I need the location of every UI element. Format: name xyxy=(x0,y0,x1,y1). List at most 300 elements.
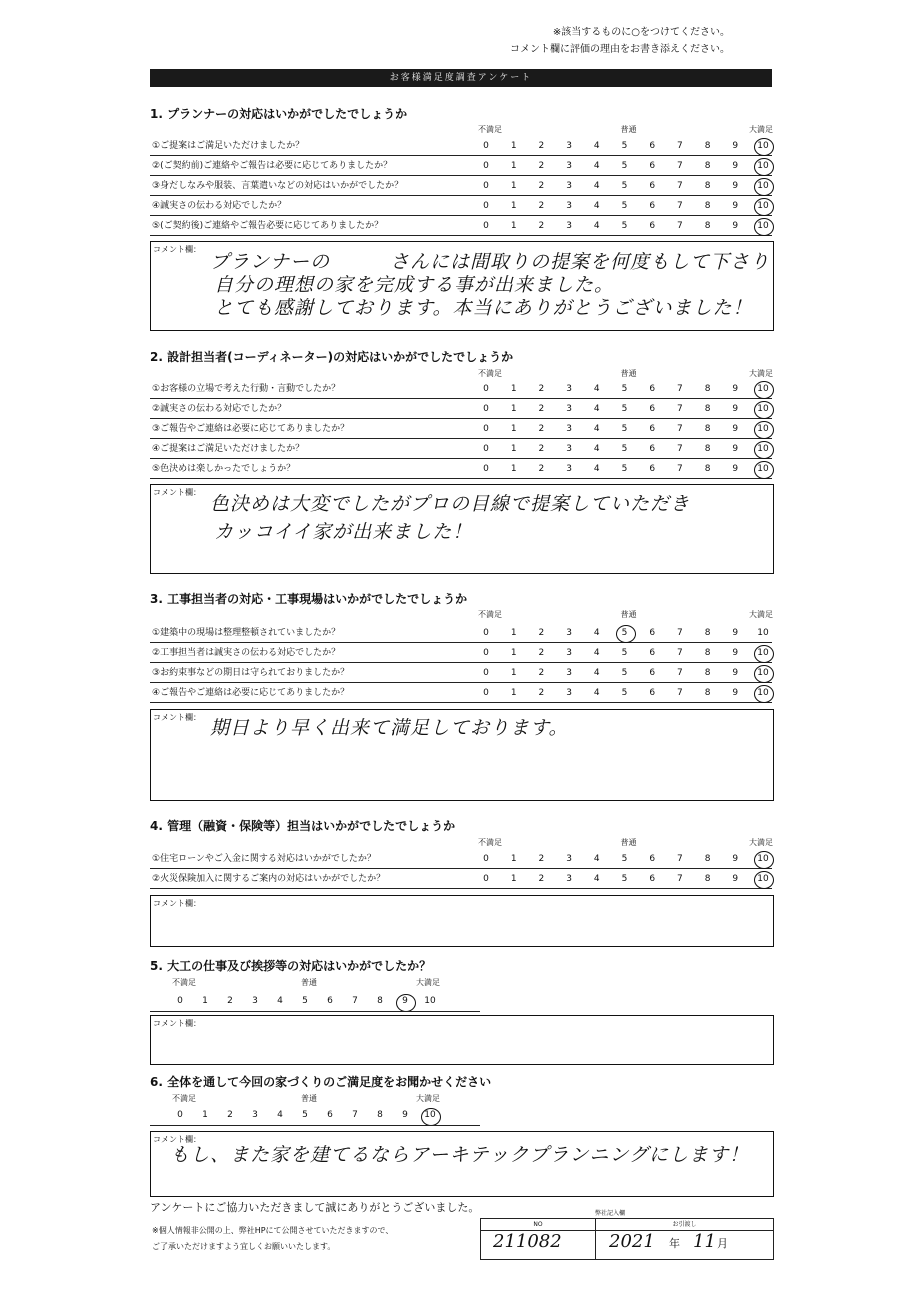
question-row xyxy=(150,684,772,703)
rating-option[interactable]: 7 xyxy=(677,668,683,678)
selected-rating-circle xyxy=(754,421,774,439)
rating-option[interactable]: 0 xyxy=(483,464,489,474)
question-row xyxy=(150,137,772,156)
scale-high-label: 大満足 xyxy=(749,610,773,619)
rating-option[interactable]: 3 xyxy=(566,444,572,454)
selected-rating-circle xyxy=(754,871,774,889)
rating-option[interactable]: 5 xyxy=(621,404,628,414)
selected-rating-circle xyxy=(754,138,774,156)
rating-option[interactable]: 9 xyxy=(732,181,739,191)
question-row xyxy=(150,870,772,889)
comment-label: コメント欄： xyxy=(153,713,201,722)
rating-option[interactable]: 2 xyxy=(538,444,545,454)
question-row xyxy=(150,197,772,216)
rating-option[interactable]: 7 xyxy=(352,1110,358,1120)
rating-option[interactable]: 10 xyxy=(757,384,769,394)
selected-rating-circle xyxy=(754,461,774,479)
rating-option[interactable]: 0 xyxy=(483,201,489,211)
rating-option[interactable]: 1 xyxy=(510,404,517,414)
selected-rating-circle xyxy=(754,685,774,703)
rating-option[interactable]: 7 xyxy=(677,181,683,191)
rating-option[interactable]: 4 xyxy=(593,141,600,151)
rating-option[interactable]: 1 xyxy=(202,996,208,1006)
rating-option[interactable]: 9 xyxy=(732,648,739,658)
rating-option[interactable]: 8 xyxy=(704,628,711,638)
rating-option[interactable]: 5 xyxy=(621,668,628,678)
rating-option[interactable]: 2 xyxy=(538,181,545,191)
rating-option[interactable]: 0 xyxy=(483,424,489,434)
rating-option[interactable]: 10 xyxy=(757,141,769,151)
question-text: ③ご報告やご連絡は必要に応じてありましたか？ xyxy=(152,424,350,434)
rating-option[interactable]: 10 xyxy=(757,628,769,638)
question-text: ②誠実さの伝わる対応でしたか？ xyxy=(152,404,287,414)
question-text: ③身だしなみや服装、言葉遣いなどの対応はいかがでしたか？ xyxy=(152,181,404,191)
question-text: ①お客様の立場で考えた行動・言動でしたか？ xyxy=(152,384,341,394)
scale-low-label: 不満足 xyxy=(478,838,502,847)
question-row xyxy=(150,217,772,236)
rating-option[interactable]: 7 xyxy=(677,404,683,414)
scale-mid-label: 普通 xyxy=(620,838,637,847)
office-use-label: 弊社記入欄 xyxy=(595,1210,626,1217)
rating-option[interactable]: 10 xyxy=(757,404,769,414)
rating-option[interactable]: 0 xyxy=(483,854,489,864)
rating-option[interactable]: 0 xyxy=(483,141,489,151)
selected-rating-circle xyxy=(616,625,636,643)
rating-option[interactable]: 0 xyxy=(483,181,489,191)
section-title: 3. 工事担当者の対応・工事現場はいかがでしたでしょうか xyxy=(150,592,468,606)
rating-option[interactable]: 6 xyxy=(649,404,656,414)
rating-option[interactable]: 5 xyxy=(302,1110,308,1120)
rating-option[interactable]: 1 xyxy=(510,444,517,454)
rating-option[interactable]: 3 xyxy=(566,161,572,171)
rating-option[interactable]: 2 xyxy=(227,996,233,1006)
comment-label: コメント欄： xyxy=(153,1135,201,1144)
rating-option[interactable]: 4 xyxy=(593,648,600,658)
rating-option[interactable]: 6 xyxy=(649,648,656,658)
rating-option[interactable]: 9 xyxy=(732,404,739,414)
rating-option[interactable]: 5 xyxy=(621,424,628,434)
month-unit: 月 xyxy=(717,1237,728,1250)
rating-option[interactable]: 5 xyxy=(621,141,628,151)
comment-label: コメント欄： xyxy=(153,488,201,497)
no-value: 211082 xyxy=(493,1231,562,1252)
scale-mid-label: 普通 xyxy=(620,125,637,134)
scale-low-label: 不満足 xyxy=(172,978,196,987)
rating-option[interactable]: 6 xyxy=(649,444,656,454)
rating-option[interactable]: 1 xyxy=(510,648,517,658)
rating-option[interactable]: 2 xyxy=(538,221,545,231)
rating-option[interactable]: 3 xyxy=(566,464,572,474)
rating-option[interactable]: 4 xyxy=(593,221,600,231)
question-text: ①ご提案はご満足いただけましたか？ xyxy=(152,141,305,151)
selected-rating-circle xyxy=(754,198,774,216)
rating-option[interactable]: 0 xyxy=(177,996,183,1006)
rating-option[interactable]: 0 xyxy=(483,628,489,638)
rating-option[interactable]: 4 xyxy=(593,161,600,171)
rating-option[interactable]: 0 xyxy=(483,648,489,658)
rating-option[interactable]: 0 xyxy=(483,444,489,454)
rating-option[interactable]: 2 xyxy=(538,141,545,151)
rating-option[interactable]: 1 xyxy=(510,874,517,884)
selected-rating-circle xyxy=(396,994,416,1012)
rating-option[interactable]: 1 xyxy=(510,688,517,698)
rating-option[interactable]: 2 xyxy=(538,648,545,658)
rating-option[interactable]: 4 xyxy=(277,996,283,1006)
rating-option[interactable]: 0 xyxy=(483,668,489,678)
rating-option[interactable]: 3 xyxy=(566,688,572,698)
rating-option[interactable]: 6 xyxy=(649,141,656,151)
rating-option[interactable]: 6 xyxy=(649,688,656,698)
rating-option[interactable]: 1 xyxy=(510,181,517,191)
rating-option[interactable]: 2 xyxy=(538,384,545,394)
rating-option[interactable]: 2 xyxy=(538,668,545,678)
rating-option[interactable]: 2 xyxy=(538,464,545,474)
comment-box[interactable] xyxy=(150,895,774,947)
rating-option[interactable]: 3 xyxy=(566,181,572,191)
rating-option[interactable]: 4 xyxy=(593,424,600,434)
year-unit: 年 xyxy=(669,1237,680,1250)
scale-mid-label: 普通 xyxy=(301,978,317,987)
rating-option[interactable]: 9 xyxy=(732,221,739,231)
rating-option[interactable]: 5 xyxy=(621,688,628,698)
scale-low-label: 不満足 xyxy=(478,125,502,134)
question-text: ③お約束事などの期日は守られておりましたか？ xyxy=(152,668,350,678)
rating-option[interactable]: 7 xyxy=(677,464,683,474)
rating-option[interactable]: 8 xyxy=(704,201,711,211)
rating-option[interactable]: 10 xyxy=(757,221,769,231)
rating-option[interactable]: 5 xyxy=(621,201,628,211)
scale-low-label: 不満足 xyxy=(478,610,502,619)
section-title: 4. 管理（融資・保険等）担当はいかがでしたでしょうか xyxy=(150,819,456,833)
rating-option[interactable]: 8 xyxy=(704,648,711,658)
rating-option[interactable]: 6 xyxy=(327,1110,333,1120)
scale-mid-label: 普通 xyxy=(301,1094,317,1103)
section-title: 1. プランナーの対応はいかがでしたでしょうか xyxy=(150,107,408,121)
rating-option[interactable]: 8 xyxy=(704,161,711,171)
scale-underline xyxy=(150,1125,480,1126)
rating-option[interactable]: 8 xyxy=(704,464,711,474)
rating-option[interactable]: 4 xyxy=(593,464,600,474)
question-row xyxy=(150,460,772,479)
survey-title-bar: お客様満足度調査アンケート xyxy=(150,69,772,87)
rating-option[interactable]: 2 xyxy=(538,161,545,171)
rating-option[interactable]: 7 xyxy=(677,384,683,394)
question-row xyxy=(150,850,772,869)
rating-option[interactable]: 7 xyxy=(677,221,683,231)
rating-option[interactable]: 7 xyxy=(677,874,683,884)
rating-option[interactable]: 2 xyxy=(538,854,545,864)
comment-label: コメント欄： xyxy=(153,245,201,254)
rating-option[interactable]: 5 xyxy=(621,221,628,231)
rating-option[interactable]: 5 xyxy=(621,854,628,864)
rating-option[interactable]: 9 xyxy=(732,668,739,678)
rating-option[interactable]: 3 xyxy=(566,221,572,231)
rating-option[interactable]: 4 xyxy=(593,181,600,191)
question-text: ①建築中の現場は整理整頓されていましたか？ xyxy=(152,628,341,638)
rating-option[interactable]: 8 xyxy=(704,874,711,884)
rating-option[interactable]: 1 xyxy=(510,141,517,151)
rating-option[interactable]: 10 xyxy=(424,1110,436,1120)
rating-option[interactable]: 0 xyxy=(483,161,489,171)
rating-option[interactable]: 2 xyxy=(538,424,545,434)
rating-option[interactable]: 7 xyxy=(677,424,683,434)
rating-option[interactable]: 6 xyxy=(649,384,656,394)
question-row xyxy=(150,157,772,176)
scale-low-label: 不満足 xyxy=(172,1094,196,1103)
handwritten-comment-line: プランナーの さんには間取りの提案を何度もして下さり xyxy=(210,251,771,273)
rating-option[interactable]: 4 xyxy=(593,688,600,698)
rating-option[interactable]: 6 xyxy=(649,424,656,434)
rating-option[interactable]: 10 xyxy=(757,424,769,434)
rating-option[interactable]: 5 xyxy=(621,874,628,884)
question-text: ②工事担当者は誠実さの伝わる対応でしたか？ xyxy=(152,648,341,658)
rating-option[interactable]: 9 xyxy=(732,384,739,394)
question-text: ②火災保険加入に関するご案内の対応はいかがでしたか？ xyxy=(152,874,386,884)
rating-option[interactable]: 5 xyxy=(621,464,628,474)
rating-option[interactable]: 8 xyxy=(377,1110,383,1120)
rating-option[interactable]: 10 xyxy=(757,668,769,678)
rating-option[interactable]: 3 xyxy=(566,874,572,884)
rating-option[interactable]: 4 xyxy=(593,444,600,454)
thanks-text: アンケートにご協力いただきまして誠にありがとうございました。 xyxy=(150,1201,480,1214)
selected-rating-circle xyxy=(421,1108,441,1126)
rating-option[interactable]: 2 xyxy=(538,688,545,698)
rating-option[interactable]: 3 xyxy=(566,141,572,151)
rating-option[interactable]: 9 xyxy=(732,141,739,151)
rating-option[interactable]: 3 xyxy=(566,668,572,678)
question-row xyxy=(150,644,772,663)
rating-option[interactable]: 5 xyxy=(621,181,628,191)
rating-option[interactable]: 7 xyxy=(677,688,683,698)
rating-option[interactable]: 10 xyxy=(757,688,769,698)
question-text: ④誠実さの伝わる対応でしたか？ xyxy=(152,201,287,211)
comment-box[interactable] xyxy=(150,1015,774,1065)
rating-option[interactable]: 4 xyxy=(593,668,600,678)
rating-option[interactable]: 8 xyxy=(704,181,711,191)
rating-option[interactable]: 9 xyxy=(732,201,739,211)
rating-option[interactable]: 10 xyxy=(757,161,769,171)
rating-option[interactable]: 10 xyxy=(757,874,769,884)
rating-option[interactable]: 8 xyxy=(704,668,711,678)
rating-option[interactable]: 5 xyxy=(302,996,308,1006)
rating-option[interactable]: 5 xyxy=(621,161,628,171)
rating-option[interactable]: 6 xyxy=(649,668,656,678)
selected-rating-circle xyxy=(754,178,774,196)
scale-mid-label: 普通 xyxy=(620,610,637,619)
office-use-box xyxy=(480,1210,774,1260)
question-row xyxy=(150,624,772,643)
rating-option[interactable]: 5 xyxy=(621,648,628,658)
selected-rating-circle xyxy=(754,441,774,459)
section-title: 2. 設計担当者(コーディネーター)の対応はいかがでしたでしょうか xyxy=(150,350,514,364)
rating-option[interactable]: 10 xyxy=(757,181,769,191)
rating-option[interactable]: 6 xyxy=(649,628,656,638)
rating-option[interactable]: 5 xyxy=(621,628,628,638)
rating-option[interactable]: 1 xyxy=(510,464,517,474)
rating-option[interactable]: 3 xyxy=(566,648,572,658)
rating-option[interactable]: 3 xyxy=(566,201,572,211)
selected-rating-circle xyxy=(754,851,774,869)
rating-option[interactable]: 1 xyxy=(510,201,517,211)
handwritten-comment-line: カッコイイ家が出来ました！ xyxy=(214,521,473,543)
question-text: ⑤(ご契約後)ご連絡やご報告必要に応じてありましたか？ xyxy=(152,221,384,231)
rating-option[interactable]: 4 xyxy=(593,384,600,394)
rating-option[interactable]: 2 xyxy=(538,201,545,211)
scale-low-label: 不満足 xyxy=(478,369,502,378)
rating-option[interactable]: 5 xyxy=(621,444,628,454)
rating-option[interactable]: 3 xyxy=(566,424,572,434)
rating-option[interactable]: 8 xyxy=(704,404,711,414)
rating-option[interactable]: 3 xyxy=(252,1110,258,1120)
rating-option[interactable]: 9 xyxy=(732,444,739,454)
handwritten-comment-line: とても感謝しております。本当にありがとうございました！ xyxy=(214,297,753,319)
rating-option[interactable]: 7 xyxy=(677,444,683,454)
rating-option[interactable]: 7 xyxy=(352,996,358,1006)
month-value: 11 xyxy=(693,1231,716,1252)
rating-option[interactable]: 4 xyxy=(593,404,600,414)
selected-rating-circle xyxy=(754,218,774,236)
section-title: 6. 全体を通して今回の家づくりのご満足度をお聞かせください xyxy=(150,1075,492,1089)
rating-option[interactable]: 9 xyxy=(732,464,739,474)
rating-option[interactable]: 8 xyxy=(704,384,711,394)
question-row xyxy=(150,664,772,683)
rating-option[interactable]: 9 xyxy=(732,688,739,698)
rating-option[interactable]: 3 xyxy=(566,404,572,414)
selected-rating-circle xyxy=(754,401,774,419)
rating-option[interactable]: 8 xyxy=(704,854,711,864)
rating-option[interactable]: 2 xyxy=(538,628,545,638)
rating-option[interactable]: 1 xyxy=(510,854,517,864)
rating-option[interactable]: 8 xyxy=(704,221,711,231)
rating-option[interactable]: 3 xyxy=(566,628,572,638)
rating-option[interactable]: 0 xyxy=(483,221,489,231)
rating-option[interactable]: 9 xyxy=(732,161,739,171)
selected-rating-circle xyxy=(754,381,774,399)
rating-option[interactable]: 6 xyxy=(649,201,656,211)
rating-option[interactable]: 3 xyxy=(252,996,258,1006)
rating-option[interactable]: 6 xyxy=(649,464,656,474)
question-text: ④ご報告やご連絡は必要に応じてありましたか？ xyxy=(152,688,350,698)
rating-option[interactable]: 0 xyxy=(177,1110,183,1120)
rating-option[interactable]: 8 xyxy=(704,141,711,151)
rating-option[interactable]: 4 xyxy=(593,854,600,864)
rating-option[interactable]: 8 xyxy=(704,688,711,698)
rating-option[interactable]: 0 xyxy=(483,874,489,884)
privacy-note-1: ※個人情報非公開の上、弊社HPにて公開させていただきますので、 xyxy=(152,1226,394,1235)
comment-label: コメント欄： xyxy=(153,1019,201,1028)
rating-option[interactable]: 2 xyxy=(538,874,545,884)
rating-option[interactable]: 6 xyxy=(649,854,656,864)
rating-option[interactable]: 1 xyxy=(510,384,517,394)
question-row xyxy=(150,400,772,419)
rating-option[interactable]: 1 xyxy=(510,424,517,434)
question-row xyxy=(150,380,772,399)
question-text: ⑤色決めは楽しかったでしょうか？ xyxy=(152,464,296,474)
rating-option[interactable]: 9 xyxy=(402,1110,408,1120)
rating-option[interactable]: 10 xyxy=(757,854,769,864)
scale-high-label: 大満足 xyxy=(749,369,773,378)
rating-option[interactable]: 9 xyxy=(732,628,739,638)
comment-label: コメント欄： xyxy=(153,899,201,908)
rating-option[interactable]: 7 xyxy=(677,161,683,171)
rating-option[interactable]: 0 xyxy=(483,404,489,414)
rating-option[interactable]: 8 xyxy=(704,444,711,454)
scale-mid-label: 普通 xyxy=(620,369,637,378)
privacy-note-2: ご了承いただけますよう宜しくお願いいたします。 xyxy=(152,1242,336,1251)
rating-option[interactable]: 4 xyxy=(593,628,600,638)
handover-label: お引渡し xyxy=(596,1219,773,1231)
rating-option[interactable]: 10 xyxy=(757,444,769,454)
rating-option[interactable]: 4 xyxy=(277,1110,283,1120)
rating-option[interactable]: 2 xyxy=(538,404,545,414)
rating-option[interactable]: 4 xyxy=(593,874,600,884)
scale-high-label: 大満足 xyxy=(749,125,773,134)
rating-option[interactable]: 7 xyxy=(677,141,683,151)
rating-option[interactable]: 9 xyxy=(732,424,739,434)
rating-option[interactable]: 3 xyxy=(566,384,572,394)
question-text: ④ご提案はご満足いただけましたか？ xyxy=(152,444,305,454)
rating-option[interactable]: 1 xyxy=(510,221,517,231)
selected-rating-circle xyxy=(754,665,774,683)
rating-option[interactable]: 6 xyxy=(649,221,656,231)
rating-option[interactable]: 1 xyxy=(510,628,517,638)
selected-rating-circle xyxy=(754,158,774,176)
selected-rating-circle xyxy=(754,645,774,663)
scale-high-label: 大満足 xyxy=(749,838,773,847)
rating-option[interactable]: 9 xyxy=(732,854,739,864)
rating-option[interactable]: 5 xyxy=(621,384,628,394)
handwritten-comment-line: 期日より早く出来て満足しております。 xyxy=(210,717,569,739)
rating-option[interactable]: 7 xyxy=(677,201,683,211)
question-row xyxy=(150,420,772,439)
rating-option[interactable]: 7 xyxy=(677,628,683,638)
rating-option[interactable]: 7 xyxy=(677,648,683,658)
rating-option[interactable]: 0 xyxy=(483,384,489,394)
question-text: ①住宅ローンやご入金に関する対応はいかがでしたか？ xyxy=(152,854,376,864)
rating-option[interactable]: 6 xyxy=(649,181,656,191)
scale-underline xyxy=(150,1011,480,1012)
rating-option[interactable]: 1 xyxy=(510,668,517,678)
question-row xyxy=(150,440,772,459)
rating-option[interactable]: 6 xyxy=(327,996,333,1006)
rating-option[interactable]: 7 xyxy=(677,854,683,864)
rating-option[interactable]: 3 xyxy=(566,854,572,864)
handwritten-comment-line: 色決めは大変でしたがプロの目線で提案していただき xyxy=(210,493,691,515)
rating-option[interactable]: 4 xyxy=(593,201,600,211)
scale-high-label: 大満足 xyxy=(416,978,440,987)
rating-option[interactable]: 9 xyxy=(402,996,408,1006)
rating-option[interactable]: 9 xyxy=(732,874,739,884)
rating-option[interactable]: 10 xyxy=(757,201,769,211)
rating-option[interactable]: 10 xyxy=(757,464,769,474)
rating-option[interactable]: 1 xyxy=(510,161,517,171)
scale-high-label: 大満足 xyxy=(416,1094,440,1103)
question-text: ②(ご契約前)ご連絡やご報告は必要に応じてありましたか？ xyxy=(152,161,393,171)
rating-option[interactable]: 10 xyxy=(757,648,769,658)
rating-option[interactable]: 2 xyxy=(227,1110,233,1120)
handwritten-comment-line: 自分の理想の家を完成する事が出来ました。 xyxy=(214,274,615,296)
rating-option[interactable]: 1 xyxy=(202,1110,208,1120)
question-row xyxy=(150,177,772,196)
rating-option[interactable]: 6 xyxy=(649,874,656,884)
rating-option[interactable]: 8 xyxy=(704,424,711,434)
instruction-note-1: ※該当するものに○をつけてください。 xyxy=(552,27,730,38)
rating-option[interactable]: 10 xyxy=(424,996,436,1006)
rating-option[interactable]: 6 xyxy=(649,161,656,171)
rating-option[interactable]: 8 xyxy=(377,996,383,1006)
rating-option[interactable]: 0 xyxy=(483,688,489,698)
year-value: 2021 xyxy=(609,1231,655,1252)
